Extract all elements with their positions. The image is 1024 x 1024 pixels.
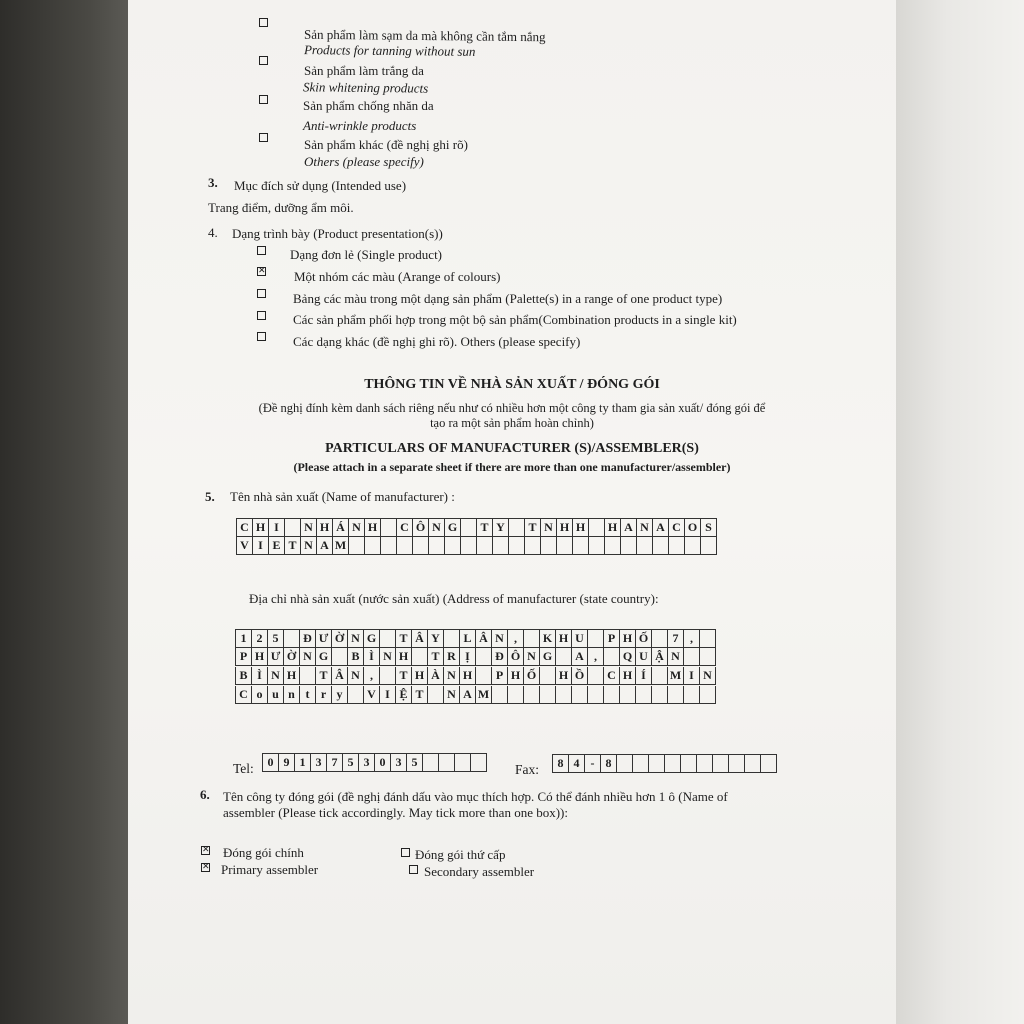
fax-cell[interactable]: - (585, 755, 601, 773)
checkbox-primary-vi[interactable]: ✕ (202, 845, 210, 855)
manufacturer-name-cell[interactable]: C (237, 519, 253, 537)
address-cell[interactable]: H (460, 667, 476, 685)
address-cell[interactable]: Ố (524, 667, 540, 685)
address-cell[interactable]: y (332, 686, 348, 704)
section6-line1: Tên công ty đóng gói (đề nghị đánh dấu vào mục thích hợp. Có thể đánh nhiều hơn 1 ô (Name of (223, 789, 728, 804)
manufacturer-name-cell[interactable] (493, 537, 509, 555)
address-cell[interactable] (540, 686, 556, 704)
section3-label: Mục đích sử dụng (Intended use) (234, 178, 407, 193)
manufacturer-name-cell[interactable] (541, 537, 557, 555)
manufacturer-name-cell[interactable] (685, 537, 701, 555)
manufacturer-name-cell[interactable]: O (685, 519, 701, 537)
manufacturer-name-cell[interactable] (621, 537, 637, 555)
primary-assembler-vi: Đóng gói chính (223, 845, 304, 860)
address-cell[interactable]: n (284, 686, 300, 704)
manufacturer-name-cell[interactable] (557, 537, 573, 555)
tel-cell[interactable]: 0 (263, 754, 279, 772)
fax-cell[interactable] (713, 755, 729, 773)
tel-cell[interactable]: 0 (375, 754, 391, 772)
address-cell[interactable]: T (412, 686, 428, 704)
address-cell[interactable]: Ờ (332, 630, 348, 648)
fax-cell[interactable] (665, 755, 681, 773)
address-cell[interactable]: , (684, 630, 700, 648)
address-cell[interactable]: Ậ (652, 648, 668, 666)
manufacturer-name-cell[interactable] (477, 537, 493, 555)
address-cell[interactable]: 1 (236, 630, 252, 648)
section6-line2: assembler (Please tick accordingly. May tick more than one box)): (223, 805, 568, 820)
tel-cell[interactable]: 5 (407, 754, 423, 772)
manufacturer-name-cell[interactable]: V (237, 537, 253, 555)
address-cell[interactable]: A (460, 686, 476, 704)
background-sheet-right (896, 0, 1024, 1024)
manufacturer-name-cell[interactable]: H (365, 519, 381, 537)
address-cell[interactable]: P (492, 667, 508, 685)
manufacturer-name-cell[interactable]: A (621, 519, 637, 537)
address-cell[interactable]: , (364, 667, 380, 685)
address-cell[interactable]: , (588, 648, 604, 666)
address-cell[interactable]: r (316, 686, 332, 704)
manufacturer-name-cell[interactable] (397, 537, 413, 555)
address-cell[interactable]: N (700, 667, 716, 685)
address-cell[interactable]: C (604, 667, 620, 685)
address-cell[interactable]: I (684, 667, 700, 685)
address-cell[interactable] (652, 630, 668, 648)
manufacturer-name-row[interactable] (236, 518, 717, 537)
address-cell[interactable]: 5 (268, 630, 284, 648)
manufacturer-name-cell[interactable]: Y (493, 519, 509, 537)
option-tanning-vi: Sản phẩm làm sạm da mà không cần tắm nắng (303, 26, 546, 45)
checkbox-secondary-en[interactable] (409, 865, 418, 874)
address-cell[interactable] (300, 667, 316, 685)
manufacturer-note-vi-line1: (Đề nghị đính kèm danh sách riêng nếu như có nhiều hơn một công ty tham gia sản xuất/ đóng gói để (258, 401, 766, 415)
manufacturer-note-vi-line2: tạo ra một sản phẩm hoàn chỉnh) (430, 416, 594, 430)
manufacturer-name-cell[interactable]: S (701, 519, 717, 537)
tel-cell[interactable]: 7 (327, 754, 343, 772)
address-cell[interactable]: H (620, 630, 636, 648)
section5-label: Tên nhà sản xuất (Name of manufacturer) : (230, 489, 455, 504)
address-cell[interactable]: Í (636, 667, 652, 685)
manufacturer-name-cell[interactable] (381, 537, 397, 555)
address-cell[interactable]: N (348, 667, 364, 685)
address-cell[interactable]: H (508, 667, 524, 685)
manufacturer-name-cell[interactable] (573, 537, 589, 555)
address-row[interactable] (235, 648, 716, 666)
option-whitening-en: Skin whitening products (302, 79, 429, 96)
address-cell[interactable] (492, 686, 508, 704)
address-cell[interactable]: N (268, 667, 284, 685)
address-cell[interactable]: T (396, 630, 412, 648)
section5-number: 5. (205, 489, 215, 504)
manufacturer-name-cell[interactable]: M (333, 537, 349, 555)
address-cell[interactable]: U (572, 630, 588, 648)
address-cell[interactable]: G (540, 648, 556, 666)
fax-cell[interactable]: 8 (601, 755, 617, 773)
address-cell[interactable] (508, 686, 524, 704)
address-cell[interactable]: À (428, 667, 444, 685)
fax-cell[interactable] (649, 755, 665, 773)
checkbox-secondary-vi[interactable] (401, 848, 410, 857)
fax-label: Fax: (515, 762, 540, 777)
fax-cell[interactable] (761, 755, 777, 773)
address-cell[interactable]: Đ (300, 630, 316, 648)
address-cell[interactable]: B (348, 648, 364, 666)
checkbox-combination-kit[interactable] (257, 311, 266, 320)
tel-label: Tel: (233, 761, 254, 776)
address-cell[interactable] (332, 648, 348, 666)
address-cell[interactable]: M (476, 686, 492, 704)
option-others-en: Others (please specify) (304, 154, 424, 169)
address-cell[interactable]: T (396, 667, 412, 685)
address-cell[interactable] (604, 648, 620, 666)
secondary-assembler-vi: Đóng gói thứ cấp (415, 847, 506, 862)
address-cell[interactable] (604, 686, 620, 704)
manufacturer-name-cell[interactable]: Ô (413, 519, 429, 537)
manufacturer-name-cell[interactable]: H (557, 519, 573, 537)
fax-cell[interactable]: 8 (553, 755, 569, 773)
manufacturer-name-cell[interactable] (653, 537, 669, 555)
address-cell[interactable]: M (668, 667, 684, 685)
address-cell[interactable]: K (540, 630, 556, 648)
address-cell[interactable]: Ố (636, 630, 652, 648)
checkbox-range-of-colours[interactable]: ✕ (258, 266, 266, 276)
address-cell[interactable]: 7 (668, 630, 684, 648)
manufacturer-name-cell[interactable] (365, 537, 381, 555)
checkbox-whitening[interactable] (259, 56, 268, 65)
presentation-single-product: Dạng đơn lẻ (Single product) (290, 247, 443, 262)
address-cell[interactable]: Ị (460, 648, 476, 666)
primary-assembler-en: Primary assembler (221, 862, 319, 877)
option-tanning-en: Products for tanning without sun (303, 42, 476, 59)
address-cell[interactable]: H (556, 667, 572, 685)
manufacturer-name-cell[interactable] (445, 537, 461, 555)
address-cell[interactable]: N (492, 630, 508, 648)
address-cell[interactable]: Â (476, 630, 492, 648)
manufacturer-name-cell[interactable] (461, 537, 477, 555)
address-cell[interactable] (684, 686, 700, 704)
address-cell[interactable]: Ư (316, 630, 332, 648)
fax-grid[interactable] (552, 754, 777, 773)
checkbox-tanning[interactable] (259, 18, 268, 27)
address-cell[interactable]: H (284, 667, 300, 685)
address-cell[interactable]: N (668, 648, 684, 666)
address-cell[interactable] (700, 686, 716, 704)
address-cell[interactable]: B (236, 667, 252, 685)
tel-cell[interactable]: 3 (311, 754, 327, 772)
address-cell[interactable] (284, 630, 300, 648)
address-cell[interactable]: Â (332, 667, 348, 685)
address-cell[interactable]: U (636, 648, 652, 666)
address-cell[interactable]: P (604, 630, 620, 648)
address-cell[interactable]: Â (412, 630, 428, 648)
address-cell[interactable]: Đ (492, 648, 508, 666)
address-cell[interactable] (476, 667, 492, 685)
address-cell[interactable]: R (444, 648, 460, 666)
manufacturer-name-cell[interactable] (669, 537, 685, 555)
manufacturer-name-cell[interactable]: H (253, 519, 269, 537)
address-cell[interactable]: Ư (268, 648, 284, 666)
address-row[interactable] (235, 629, 716, 648)
address-cell[interactable]: N (300, 648, 316, 666)
manufacturer-name-cell[interactable] (509, 537, 525, 555)
address-cell[interactable] (524, 686, 540, 704)
address-cell[interactable]: Ô (508, 648, 524, 666)
address-row[interactable] (235, 667, 716, 685)
checkbox-others[interactable] (259, 133, 268, 142)
manufacturer-name-cell[interactable] (413, 537, 429, 555)
address-cell[interactable] (380, 667, 396, 685)
manufacturer-name-cell[interactable]: N (637, 519, 653, 537)
address-cell[interactable] (636, 686, 652, 704)
presentation-palette: Bảng các màu trong một dạng sản phẩm (Palette(s) in a range of one product type) (293, 291, 723, 306)
fax-cell[interactable] (729, 755, 745, 773)
address-cell[interactable] (412, 648, 428, 666)
address-cell[interactable] (700, 630, 716, 648)
option-others-vi: Sản phẩm khác (đề nghị ghi rõ) (304, 137, 468, 152)
address-cell[interactable]: H (620, 667, 636, 685)
address-cell[interactable]: L (460, 630, 476, 648)
manufacturer-name-cell[interactable]: C (669, 519, 685, 537)
address-cell[interactable]: N (348, 630, 364, 648)
tel-cell[interactable]: 1 (295, 754, 311, 772)
checkbox-antiwrinkle[interactable] (259, 95, 268, 104)
address-cell[interactable] (588, 630, 604, 648)
manufacturer-name-cell[interactable] (525, 537, 541, 555)
manufacturer-name-cell[interactable]: A (317, 537, 333, 555)
address-cell[interactable] (556, 648, 572, 666)
tel-cell[interactable]: 5 (343, 754, 359, 772)
address-cell[interactable]: Ì (252, 667, 268, 685)
address-cell[interactable]: Ờ (284, 648, 300, 666)
manufacturer-title-en: PARTICULARS OF MANUFACTURER (S)/ASSEMBLER(S) (325, 441, 699, 456)
address-cell[interactable] (588, 667, 604, 685)
address-cell[interactable]: N (444, 686, 460, 704)
address-cell[interactable] (620, 686, 636, 704)
manufacturer-name-cell[interactable]: N (301, 537, 317, 555)
address-cell[interactable]: P (236, 648, 252, 666)
manufacturer-name-cell[interactable]: N (349, 519, 365, 537)
address-cell[interactable]: H (412, 667, 428, 685)
address-cell[interactable] (540, 667, 556, 685)
address-cell[interactable] (668, 686, 684, 704)
address-cell[interactable] (476, 648, 492, 666)
manufacturer-name-cell[interactable]: G (445, 519, 461, 537)
tel-cell[interactable]: 3 (359, 754, 375, 772)
manufacturer-name-cell[interactable] (509, 519, 525, 537)
address-cell[interactable] (524, 630, 540, 648)
manufacturer-name-cell[interactable]: I (269, 519, 285, 537)
address-cell[interactable]: T (428, 648, 444, 666)
manufacturer-name-cell[interactable] (637, 537, 653, 555)
address-cell[interactable]: N (444, 667, 460, 685)
manufacturer-name-cell[interactable]: C (397, 519, 413, 537)
manufacturer-name-cell[interactable]: H (573, 519, 589, 537)
fax-cell[interactable] (617, 755, 633, 773)
fax-cell[interactable]: 4 (569, 755, 585, 773)
fax-cell[interactable] (745, 755, 761, 773)
secondary-assembler-en: Secondary assembler (424, 864, 535, 879)
manufacturer-name-cell[interactable]: N (301, 519, 317, 537)
manufacturer-name-cell[interactable]: N (429, 519, 445, 537)
fax-cell[interactable] (697, 755, 713, 773)
address-label: Địa chỉ nhà sản xuất (nước sản xuất) (Address of manufacturer (state country): (249, 591, 659, 606)
address-cell[interactable]: G (316, 648, 332, 666)
address-cell[interactable]: Ồ (572, 667, 588, 685)
address-cell[interactable]: C (236, 686, 252, 704)
address-cell[interactable]: H (396, 648, 412, 666)
address-cell[interactable] (380, 630, 396, 648)
option-antiwrinkle-en: Anti-wrinkle products (303, 118, 417, 133)
address-cell[interactable]: V (364, 686, 380, 704)
address-cell[interactable]: o (252, 686, 268, 704)
manufacturer-name-cell[interactable] (589, 519, 605, 537)
address-cell[interactable]: Y (428, 630, 444, 648)
address-cell[interactable]: H (556, 630, 572, 648)
manufacturer-name-cell[interactable]: T (285, 537, 301, 555)
checkbox-single-product[interactable] (257, 246, 266, 255)
section4-label: Dạng trình bày (Product presentation(s)) (232, 226, 443, 241)
manufacturer-name-row[interactable] (236, 537, 717, 555)
manufacturer-name-cell[interactable]: T (477, 519, 493, 537)
address-cell[interactable] (588, 686, 604, 704)
address-cell[interactable]: N (380, 648, 396, 666)
manufacturer-name-cell[interactable] (461, 519, 477, 537)
manufacturer-name-cell[interactable]: T (525, 519, 541, 537)
manufacturer-name-cell[interactable] (349, 537, 365, 555)
manufacturer-note-en: (Please attach in a separate sheet if there are more than one manufacturer/assembler) (293, 460, 731, 474)
manufacturer-name-cell[interactable]: H (317, 519, 333, 537)
address-cell[interactable] (684, 648, 700, 666)
manufacturer-title-vi: THÔNG TIN VỀ NHÀ SẢN XUẤT / ĐÓNG GÓI (364, 377, 660, 392)
address-cell[interactable]: G (364, 630, 380, 648)
address-cell[interactable] (556, 686, 572, 704)
fax-cell[interactable] (633, 755, 649, 773)
presentation-combination-kit: Các sản phẩm phối hợp trong một bộ sản phẩm(Combination products in a single kit) (293, 312, 737, 327)
desk-background-left (0, 0, 128, 1024)
presentation-other: Các dạng khác (đề nghị ghi rõ). Others (please specify) (293, 334, 581, 349)
section4-number: 4. (208, 225, 218, 240)
address-row[interactable] (235, 686, 716, 704)
fax-cell[interactable] (681, 755, 697, 773)
manufacturer-name-cell[interactable] (589, 537, 605, 555)
checkbox-primary-en[interactable]: ✕ (202, 862, 210, 872)
address-cell[interactable]: 2 (252, 630, 268, 648)
form-page (128, 0, 896, 1024)
address-cell[interactable]: I (380, 686, 396, 704)
address-cell[interactable] (652, 667, 668, 685)
manufacturer-name-cell[interactable]: E (269, 537, 285, 555)
checkbox-palette[interactable] (257, 289, 266, 298)
manufacturer-name-cell[interactable]: I (253, 537, 269, 555)
manufacturer-name-cell[interactable]: A (653, 519, 669, 537)
tel-cell[interactable] (455, 754, 471, 772)
address-cell[interactable]: T (316, 667, 332, 685)
option-whitening-vi: Sản phẩm làm trắng da (304, 63, 424, 78)
address-cell[interactable] (572, 686, 588, 704)
section3-answer[interactable]: Trang điểm, dưỡng ẩm môi. (208, 200, 354, 215)
address-cell[interactable]: Ì (364, 648, 380, 666)
address-cell[interactable] (428, 686, 444, 704)
manufacturer-name-cell[interactable] (381, 519, 397, 537)
address-cell[interactable] (700, 648, 716, 666)
tel-cell[interactable] (439, 754, 455, 772)
manufacturer-name-cell[interactable] (285, 519, 301, 537)
address-cell[interactable]: , (508, 630, 524, 648)
manufacturer-name-cell[interactable] (605, 537, 621, 555)
address-cell[interactable] (444, 630, 460, 648)
manufacturer-name-cell[interactable]: Á (333, 519, 349, 537)
address-cell[interactable]: A (572, 648, 588, 666)
manufacturer-name-cell[interactable] (429, 537, 445, 555)
presentation-range-of-colours: Một nhóm các màu (Arange of colours) (294, 269, 501, 284)
section6-number: 6. (200, 787, 210, 802)
address-cell[interactable]: t (300, 686, 316, 704)
address-cell[interactable]: H (252, 648, 268, 666)
checkbox-other-presentation[interactable] (257, 332, 266, 341)
tel-cell[interactable] (471, 754, 487, 772)
manufacturer-name-cell[interactable]: N (541, 519, 557, 537)
address-cell[interactable] (652, 686, 668, 704)
manufacturer-name-cell[interactable]: H (605, 519, 621, 537)
tel-grid[interactable] (262, 753, 487, 772)
section3-number: 3. (208, 175, 218, 190)
address-cell[interactable]: Q (620, 648, 636, 666)
option-antiwrinkle-vi: Sản phẩm chống nhăn da (303, 98, 434, 113)
manufacturer-name-cell[interactable] (701, 537, 717, 555)
tel-cell[interactable]: 9 (279, 754, 295, 772)
address-cell[interactable]: u (268, 686, 284, 704)
address-cell[interactable]: N (524, 648, 540, 666)
tel-cell[interactable] (423, 754, 439, 772)
address-cell[interactable] (348, 686, 364, 704)
address-cell[interactable]: Ệ (396, 686, 412, 704)
tel-cell[interactable]: 3 (391, 754, 407, 772)
